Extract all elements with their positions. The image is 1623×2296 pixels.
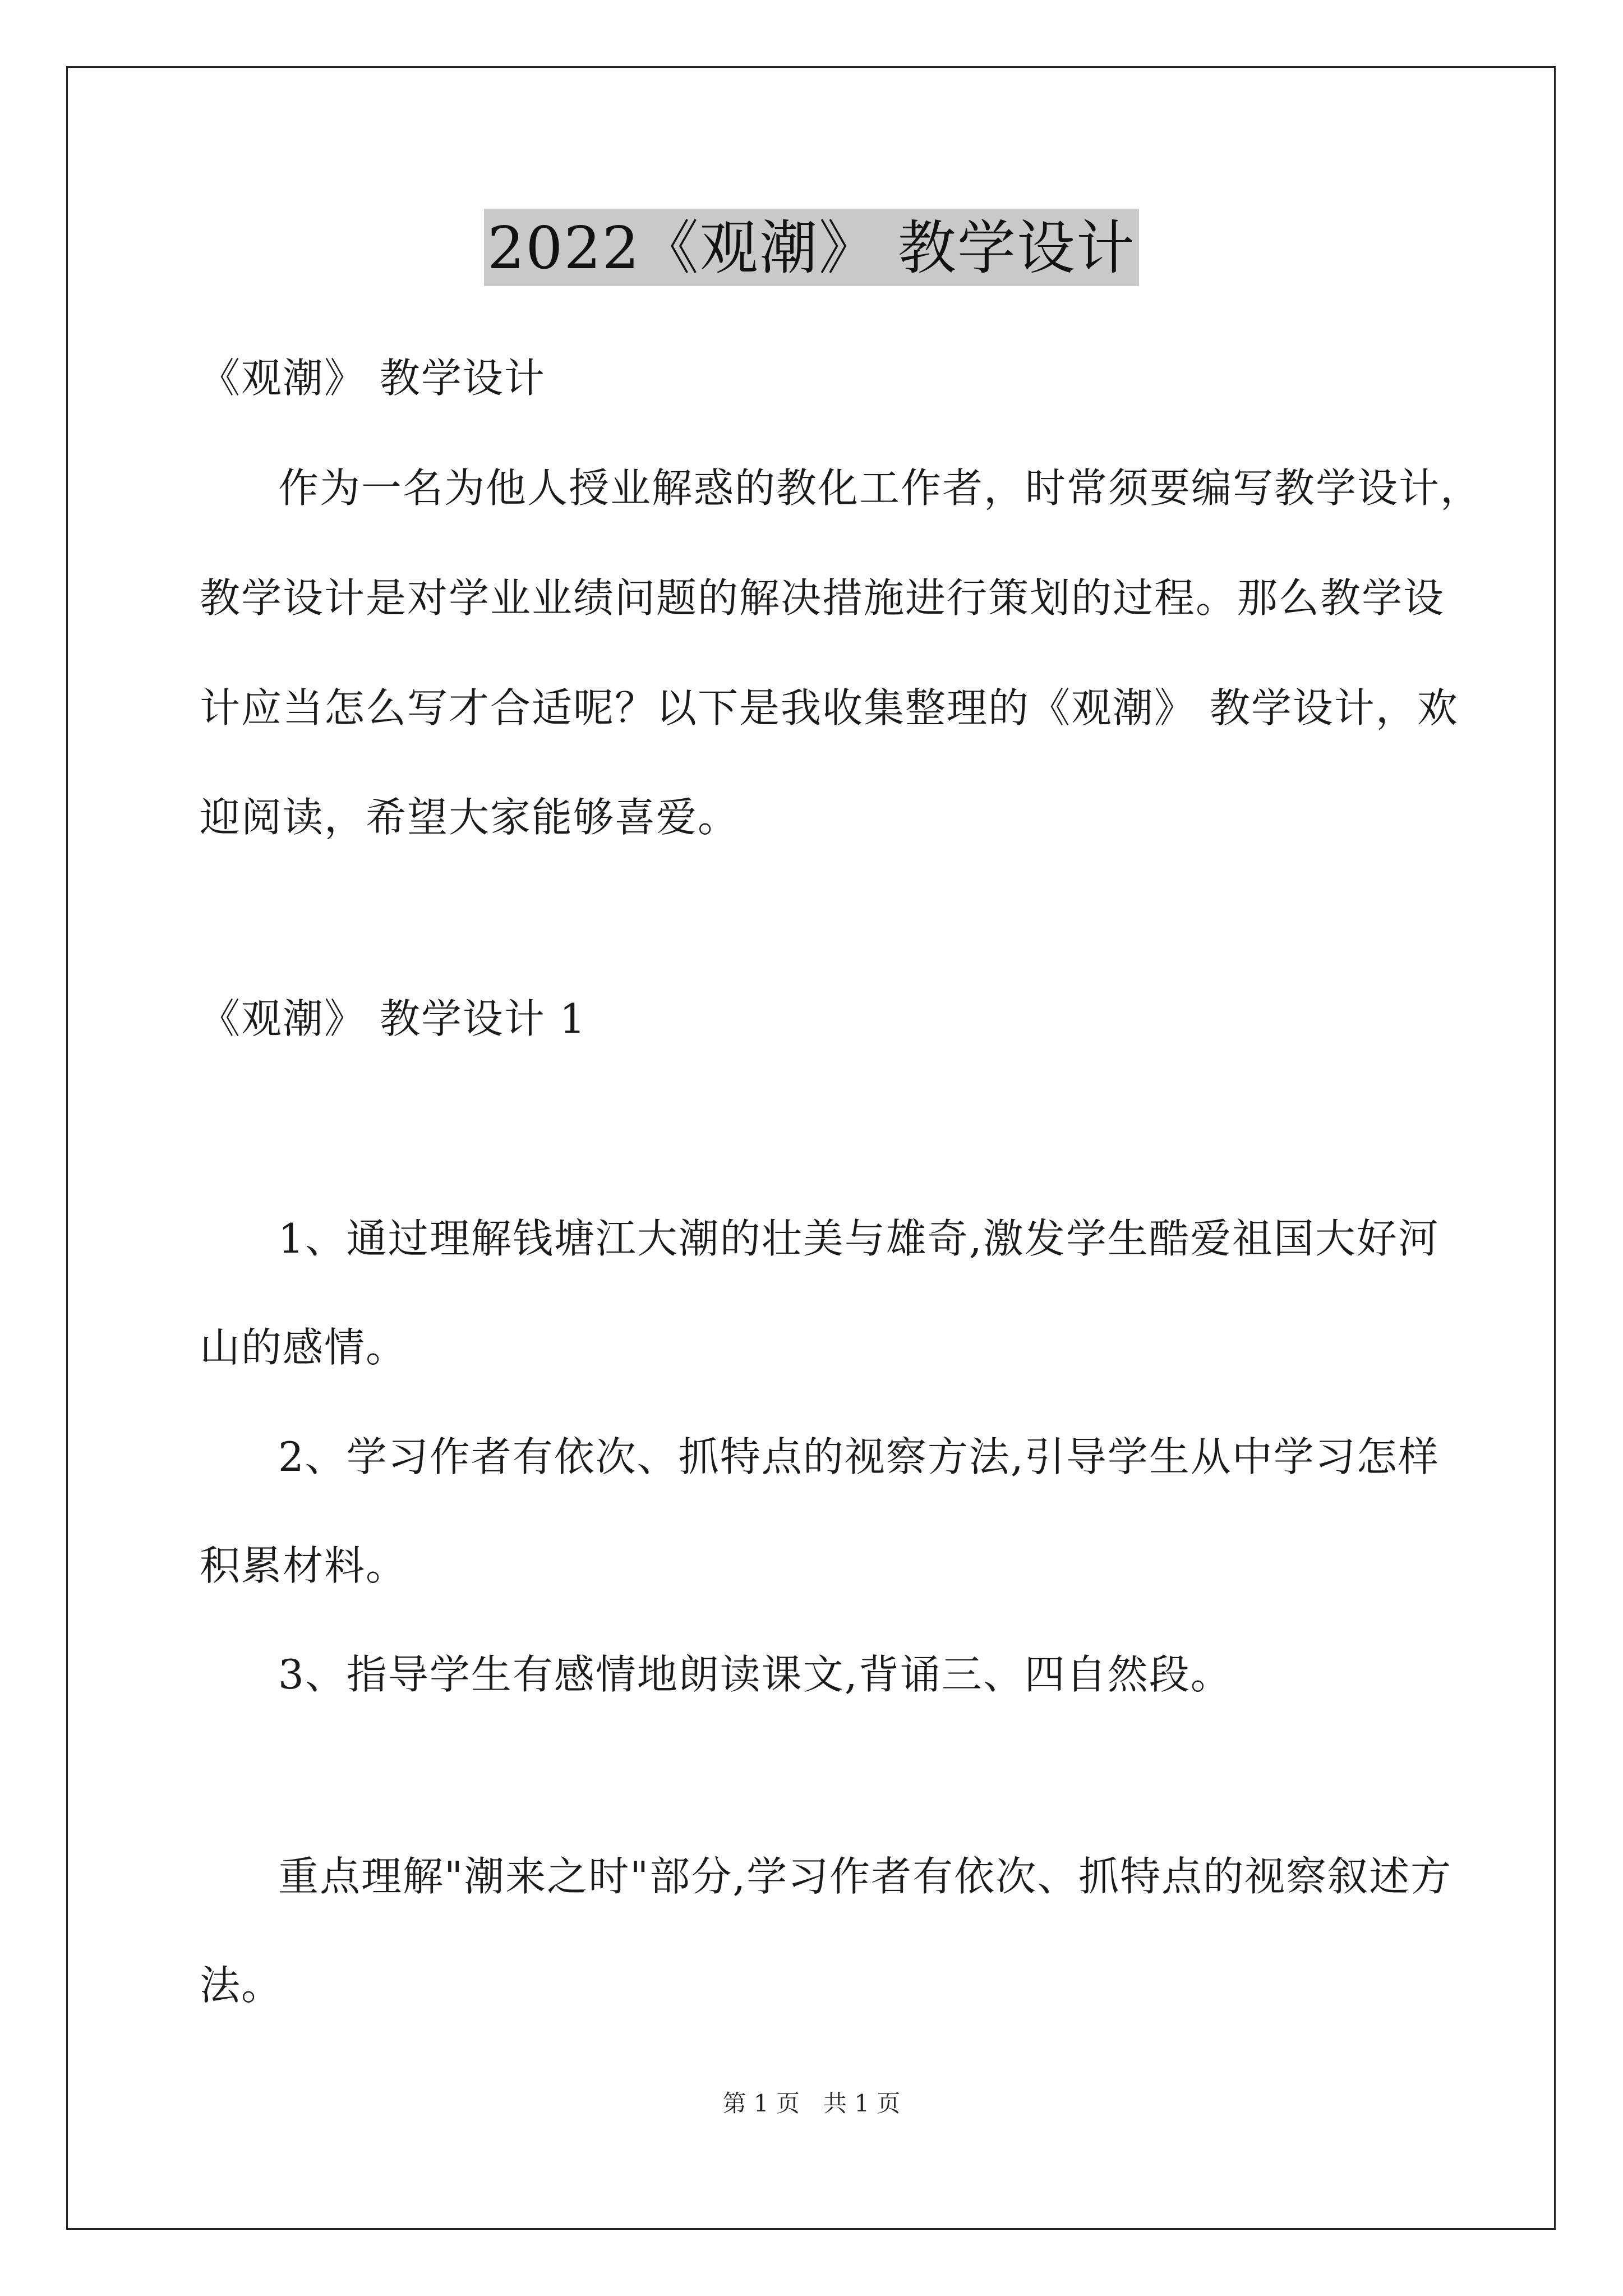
- intro-line-4: 迎阅读，希望大家能够喜爱。: [200, 794, 740, 841]
- key-point-line-1: 重点理解"潮来之时"部分,学习作者有依次、抓特点的视察叙述方: [278, 1853, 1453, 1900]
- intro-line-3: 计应当怎么写才合适呢？以下是我收集整理的《观潮》 教学设计，欢: [200, 684, 1459, 731]
- key-point-line-2: 法。: [200, 1962, 283, 2009]
- section-heading: 《观潮》 教学设计 1: [200, 995, 587, 1042]
- goal-line-3: 2、学习作者有依次、抓特点的视察方法,引导学生从中学习怎样: [278, 1433, 1440, 1480]
- document-subtitle: 《观潮》 教学设计: [200, 355, 546, 402]
- document-title: 2022《观潮》 教学设计: [484, 209, 1139, 286]
- title-container: [0, 209, 1623, 286]
- goal-line-2: 山的感情。: [200, 1324, 408, 1371]
- goal-line-4: 积累材料。: [200, 1542, 408, 1589]
- page-number-footer: 第 1 页 共 1 页: [722, 2090, 901, 2117]
- goal-line-5: 3、指导学生有感情地朗读课文,背诵三、四自然段。: [278, 1651, 1232, 1698]
- intro-line-1: 作为一名为他人授业解惑的教化工作者，时常须要编写教学设计，: [278, 464, 1482, 512]
- intro-line-2: 教学设计是对学业业绩问题的解决措施进行策划的过程。那么教学设: [200, 574, 1445, 622]
- goal-line-1: 1、通过理解钱塘江大潮的壮美与雄奇,激发学生酷爱祖国大好河: [278, 1215, 1440, 1262]
